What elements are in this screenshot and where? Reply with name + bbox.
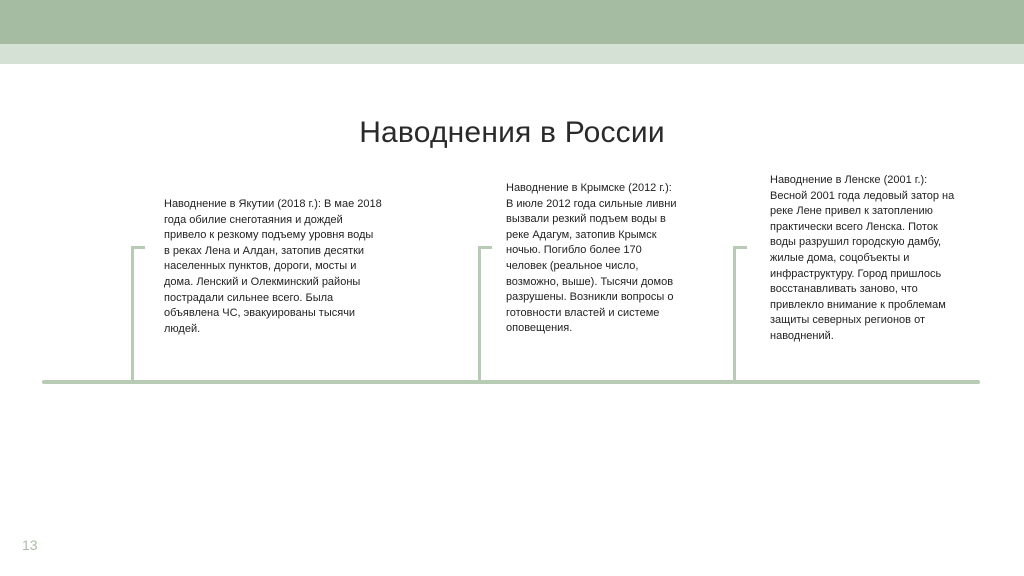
timeline-line [42,380,980,384]
timeline-marker-2 [478,246,492,380]
event-text-krymsk: Наводнение в Крымске (2012 г.): В июле 2012 года сильные ливни вызвали резкий подъем воды в реке Адагум, затопив Крымск ночью. Погибло более 170 человек (реальное число, возможно, выше). Тысячи домов разрушены. Возникли вопросы о готовности властей и системе оповещения. [506,182,677,335]
page-number: 13 [22,537,38,553]
slide-title: Наводнения в России [359,116,665,149]
header-band-light [0,44,1024,64]
header-band [0,0,1024,44]
timeline-marker-1 [131,246,145,380]
event-text-lensk: Наводнение в Ленске (2001 г.): Весной 2001 года ледовый затор на реке Лене привел к затоплению практически всего Ленска. Поток воды разрушил городскую дамбу, жилые дома, соцобъекты и инфраструктуру. Город пришлось восстанавливать заново, что привлекло внимание к проблемам защиты северных регионов от наводнений. [770,174,955,342]
event-text-yakutia: Наводнение в Якутии (2018 г.): В мае 2018 года обилие снеготаяния и дождей привело к резкому подъему уровня воды в реках Лена и Алдан, затопив десятки населенных пунктов, дороги, мосты и дома. Ленский и Олекминский районы пострадали сильнее всего. Была объявлена ЧС, эвакуированы тысячи людей. [164,198,382,335]
timeline-marker-3 [733,246,747,380]
